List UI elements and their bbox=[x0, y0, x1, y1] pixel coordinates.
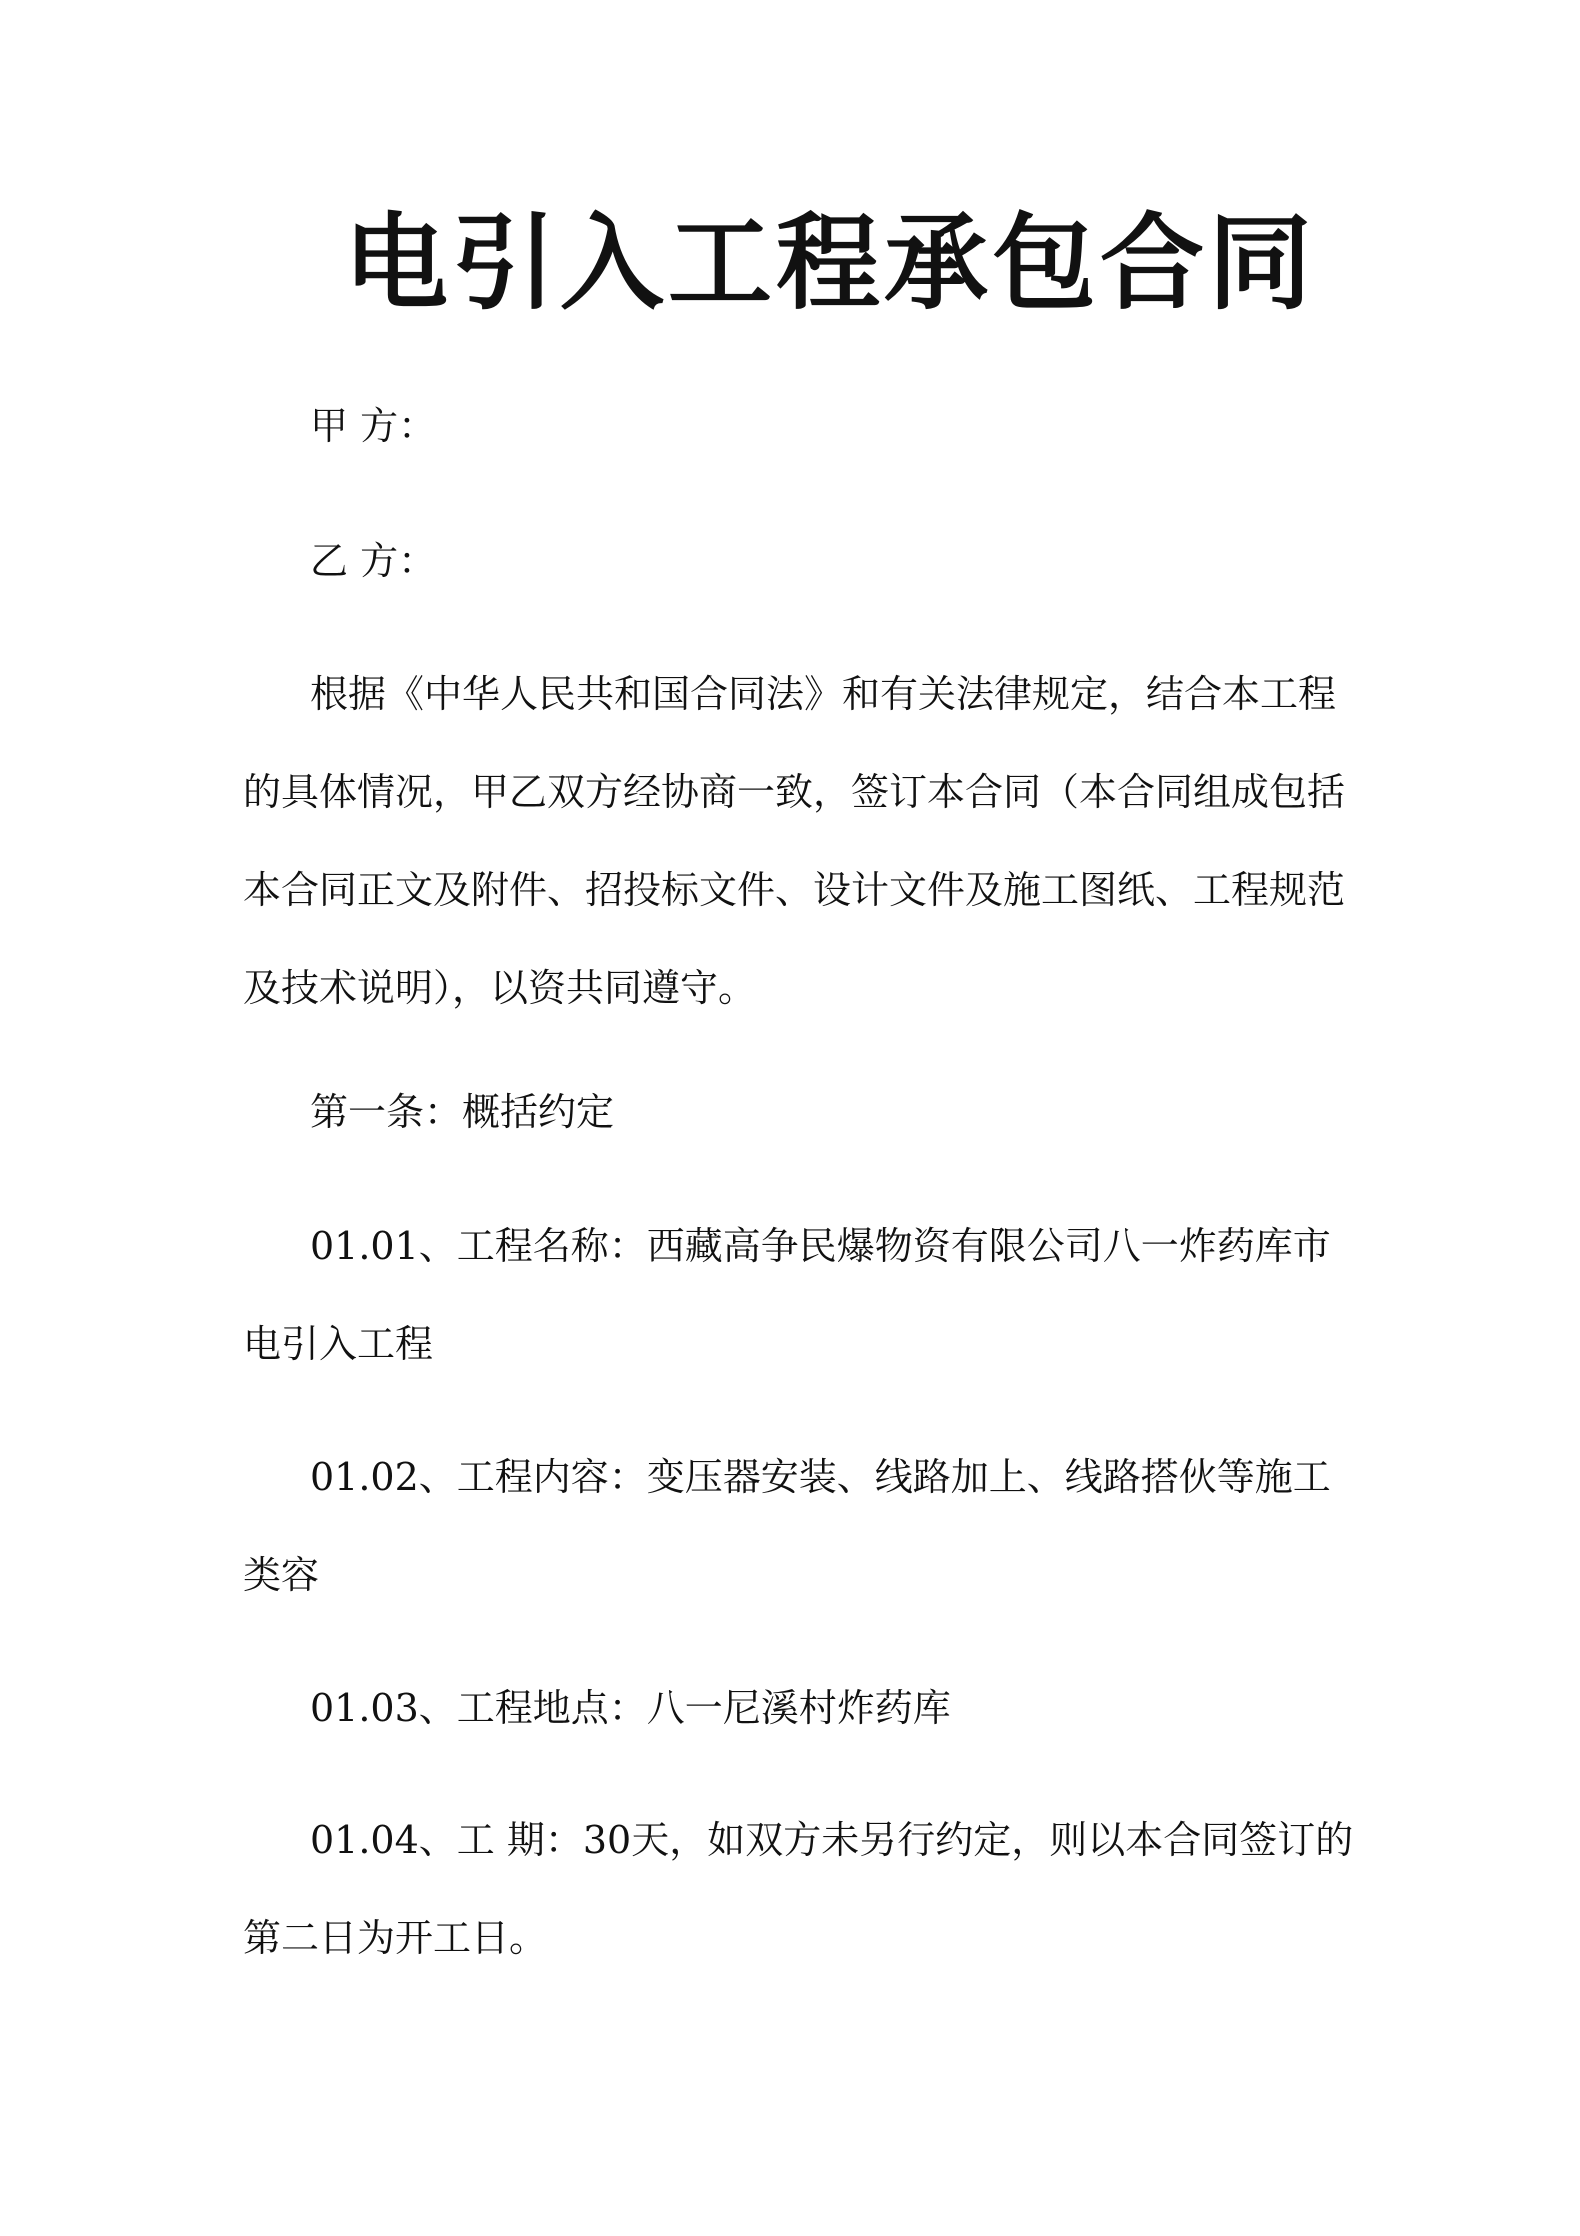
party-b-label: 乙 方： bbox=[310, 539, 437, 583]
clause-01-01: 01.01、工程名称：西藏高争民爆物资有限公司八一炸药库市电引入工程 bbox=[243, 1224, 1331, 1366]
clause-01-03: 01.03、工程地点：八一尼溪村炸药库 bbox=[310, 1686, 951, 1730]
document-title: 电引入工程承包合同 bbox=[343, 201, 1316, 324]
clause-01-02: 01.02、工程内容：变压器安装、线路加上、线路搭伙等施工类容 bbox=[243, 1455, 1331, 1597]
clause-01-04: 01.04、工 期：30天，如双方未另行约定，则以本合同签订的第二日为开工日。 bbox=[243, 1818, 1354, 1960]
article-1-heading: 第一条：概括约定 bbox=[310, 1090, 615, 1134]
preamble-paragraph: 根据《中华人民共和国合同法》和有关法律规定，结合本工程的具体情况，甲乙双方经协商一致，签订本合同（本合同组成包括本合同正文及附件、招投标文件、设计文件及施工图纸、工程规范及技术说明），以资共同遵守。 bbox=[243, 672, 1346, 1010]
party-a-label: 甲 方： bbox=[310, 404, 437, 448]
